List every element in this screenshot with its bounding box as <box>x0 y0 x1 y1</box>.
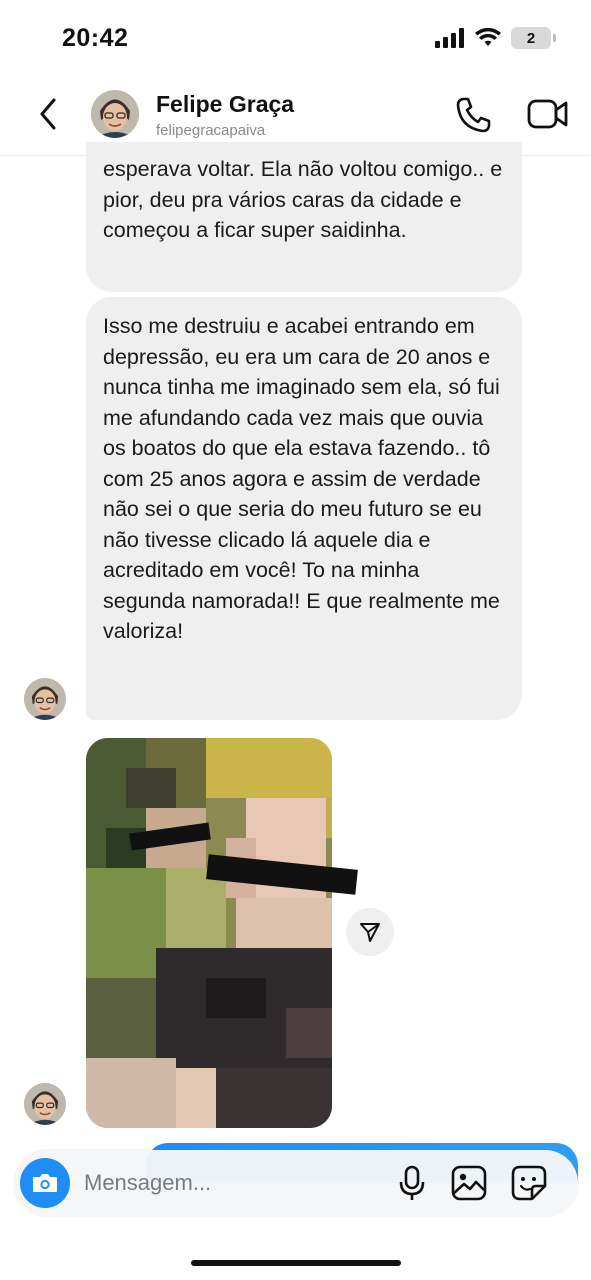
status-icons <box>435 27 551 49</box>
signal-icon <box>435 28 465 48</box>
photo-content <box>86 738 332 1128</box>
message-composer <box>14 1150 578 1216</box>
message-bubble[interactable] <box>86 297 522 720</box>
share-button[interactable] <box>346 908 394 956</box>
microphone-icon[interactable] <box>396 1164 428 1202</box>
camera-icon <box>31 1171 59 1195</box>
message-input[interactable] <box>84 1165 384 1201</box>
contact-name[interactable]: Felipe Graça <box>156 91 295 117</box>
gallery-icon[interactable] <box>450 1164 488 1202</box>
photo-message[interactable] <box>86 738 332 1128</box>
battery-icon <box>511 27 551 49</box>
camera-button[interactable] <box>20 1158 70 1208</box>
sender-avatar[interactable] <box>24 678 66 720</box>
home-indicator[interactable] <box>191 1260 401 1266</box>
message-bubble[interactable] <box>86 142 522 292</box>
sticker-icon[interactable] <box>510 1164 548 1202</box>
send-icon <box>358 920 382 944</box>
status-time: 20:42 <box>62 24 129 52</box>
phone-icon[interactable] <box>454 94 492 134</box>
battery-level: 2 <box>526 29 536 47</box>
video-camera-icon[interactable] <box>526 96 570 132</box>
sender-avatar[interactable] <box>24 1083 66 1125</box>
contact-avatar[interactable] <box>91 90 139 138</box>
message-text: esperava voltar. Ela não voltou comigo.. e pior, deu pra vários caras da cidade e começou a ficar super saidinha. <box>103 157 503 242</box>
back-icon[interactable] <box>34 94 64 134</box>
message-text: Isso me destruiu e acabei entrando em depressão, eu era um cara de 20 anos e nunca tinha me imaginado sem ela, só fui me afundando cada vez mais que ouvia os boatos do que ela estava fazendo.. tô com 25 anos agora e assim de verdade não sei o que seria do meu futuro se eu não tivesse clicado lá aquele dia e acreditado em você! To na minha segunda namorada!! E que realmente me valoriza! <box>103 314 500 643</box>
wifi-icon <box>475 28 501 48</box>
status-bar <box>0 0 591 78</box>
contact-username[interactable]: felipegracapaiva <box>156 122 266 139</box>
